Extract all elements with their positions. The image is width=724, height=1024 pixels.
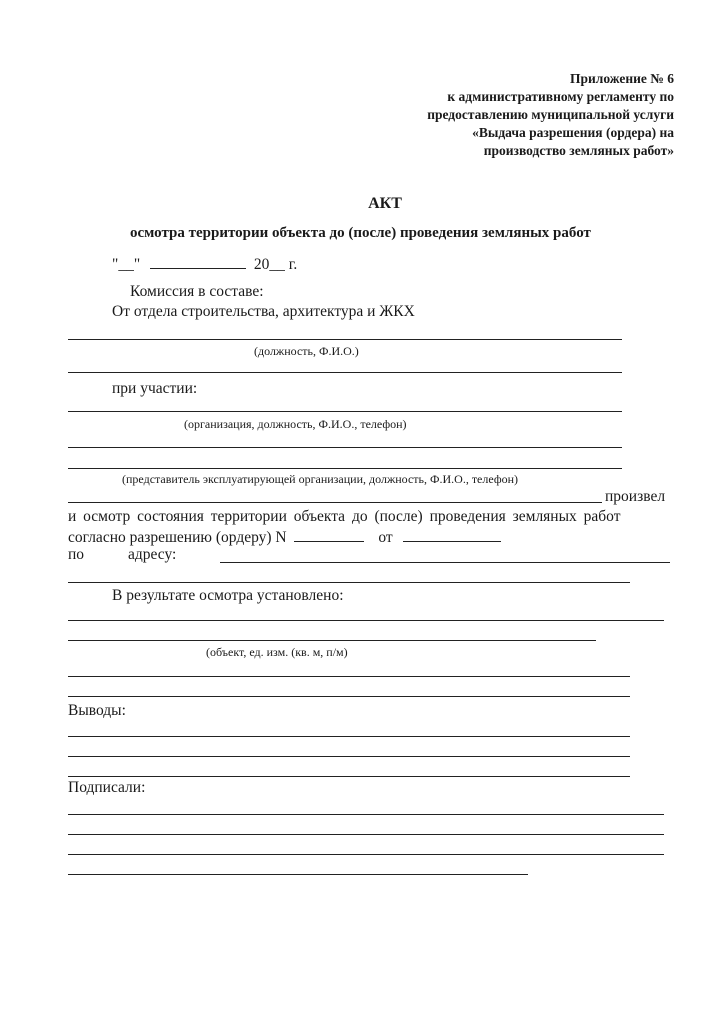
participant-line [68,447,622,448]
address-label: адресу: [128,546,177,563]
header-line-permit: «Выдача разрешения (ордера) на [472,125,674,140]
conclusion-line [68,756,630,757]
result-label: В результате осмотра установлено: [112,587,344,604]
document-subtitle: осмотра территории объекта до (после) проведения земляных работ [130,225,591,241]
operator-line [68,502,602,503]
inspection-text: и осмотр состояния территории объекта до (после) проведения земляных работ [68,508,621,525]
date-month-blank [150,254,246,269]
commission-member-line [68,339,622,340]
caption-operator: (представитель эксплуатирующей организации, должность, Ф.И.О., телефон) [122,472,519,486]
date-line [112,254,297,274]
conclusion-line [68,736,630,737]
header-line-regulation: к административному регламенту по [447,89,674,104]
participant-line [68,411,622,412]
result-line [68,676,630,677]
signature-line [68,854,664,855]
commission-member-line [68,372,622,373]
signature-line [68,874,528,875]
signature-line [68,834,664,835]
conclusions-label: Выводы: [68,702,126,719]
result-line [68,696,630,697]
permit-line [68,527,501,547]
participant-line [68,468,622,469]
commission-department: От отдела строительства, архитектура и ЖКХ [112,303,415,320]
signed-label: Подписали: [68,779,146,796]
address-line [220,562,670,563]
result-line [68,640,596,641]
appendix-number: Приложение № 6 [570,71,674,86]
address-po: по [68,546,85,563]
date-day: "__" [112,256,141,273]
signature-line [68,814,664,815]
permit-from: от [378,529,393,546]
result-line [68,620,664,621]
caption-organization: (организация, должность, Ф.И.О., телефон) [184,417,407,431]
header-line-service: предоставлению муниципальной услуги [427,107,674,122]
conclusion-line [68,776,630,777]
permit-number-blank [294,527,364,542]
document-title: АКТ [368,195,402,212]
caption-object: (объект, ед. изм. (кв. м, п/м) [206,645,348,659]
participation-label: при участии: [112,380,198,397]
caption-position-name: (должность, Ф.И.О.) [254,344,359,358]
permit-date-blank [403,527,501,542]
produced-word: произвел [605,488,666,505]
commission-label: Комиссия в составе: [130,283,264,300]
address-line [68,582,630,583]
date-year: 20__ г. [253,256,298,273]
permit-prefix: согласно разрешению (ордеру) N [68,529,287,546]
header-line-works: производство земляных работ» [483,143,674,158]
